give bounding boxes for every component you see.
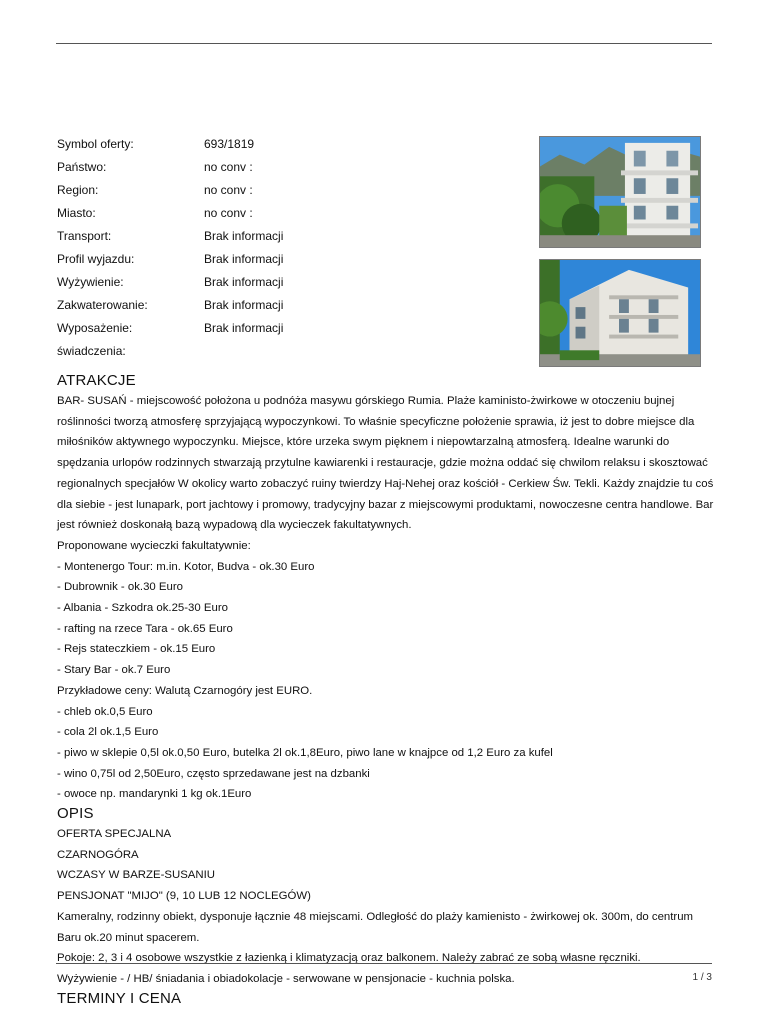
detail-row <box>57 159 527 182</box>
building-photo-image <box>540 137 700 247</box>
detail-label: Państwo: <box>57 160 107 174</box>
opis-line: WCZASY W BARZE-SUSANIU <box>57 869 216 882</box>
detail-row <box>57 251 527 274</box>
detail-label: Symbol oferty: <box>57 137 134 151</box>
detail-value: Brak informacji <box>204 321 284 335</box>
pension-photo-side <box>539 259 701 367</box>
atrakcje-line: - Albania - Szkodra ok.25-30 Euro <box>57 602 228 615</box>
atrakcje-line: - Stary Bar - ok.7 Euro <box>57 664 171 677</box>
atrakcje-line: - owoce np. mandarynki 1 kg ok.1Euro <box>57 788 252 801</box>
atrakcje-line: - rafting na rzece Tara - ok.65 Euro <box>57 622 233 635</box>
detail-label: Profil wyjazdu: <box>57 252 135 266</box>
section-heading-terminy: TERMINY I CENA <box>57 989 182 1007</box>
detail-label: Miasto: <box>57 206 96 220</box>
detail-value: no conv : <box>204 160 253 174</box>
detail-row <box>57 274 527 297</box>
atrakcje-line: - Montenergo Tour: m.in. Kotor, Budva - ok.30 Euro <box>57 560 315 573</box>
opis-paragraph: Wyżywienie - / HB/ śniadania i obiadokolacje - serwowane w pensjonacie - kuchnia polska. <box>57 972 515 985</box>
detail-value: Brak informacji <box>204 298 284 312</box>
detail-label: Region: <box>57 183 99 197</box>
atrakcje-line: Proponowane wycieczki fakultatywnie: <box>57 539 251 552</box>
detail-row <box>57 297 527 320</box>
section-heading-opis: OPIS <box>57 805 94 823</box>
detail-label: Zakwaterowanie: <box>57 298 148 312</box>
atrakcje-line: - Dubrownik - ok.30 Euro <box>57 581 183 594</box>
detail-value: 693/1819 <box>204 137 255 151</box>
section-heading-atrakcje: ATRAKCJE <box>57 372 136 389</box>
atrakcje-line: - Rejs stateczkiem - ok.15 Euro <box>57 643 216 656</box>
opis-paragraph: Kameralny, rodzinny obiekt, dysponuje łącznie 48 miejscami. Odległość do plaży kamienisto - żwirkowej ok. 300m, do centrum Baru ok.20 minut spacerem. <box>57 910 694 944</box>
detail-value: Brak informacji <box>204 252 284 266</box>
detail-row <box>57 136 527 159</box>
offer-content <box>57 372 717 1009</box>
opis-paragraph: Pokoje: 2, 3 i 4 osobowe wszystkie z łazienką i klimatyzacją oraz balkonem. Należy zabrać ze sobą własne ręczniki. <box>57 952 641 965</box>
detail-value: no conv : <box>204 206 253 220</box>
page-number: 1 / 3 <box>692 972 712 983</box>
top-rule <box>56 43 712 44</box>
building-side-photo-image <box>540 260 700 366</box>
atrakcje-line: - chleb ok.0,5 Euro <box>57 705 153 718</box>
detail-label: Wyposażenie: <box>57 321 133 335</box>
detail-label: Wyżywienie: <box>57 275 124 289</box>
detail-row <box>57 320 527 343</box>
detail-label: świadczenia: <box>57 344 126 358</box>
opis-line: OFERTA SPECJALNA <box>57 828 172 841</box>
offer-details-table <box>57 136 527 366</box>
bottom-rule <box>56 963 712 964</box>
atrakcje-paragraph: BAR- SUSAŃ - miejscowość położona u podnóża masywu górskiego Rumia. Plaże kaministo-żwirkowe w otoczeniu bujnej roślinności tworzą atmosferę sprzyjającą wypoczynkowi. To właśnie specyficzne położenie sprawia, iż jest to dobre miejsce dla miłośników aktywnego wypoczynku. Miejsce, które urzeka swym pięknem i niepowtarzalną atmosferą. Idealne warunki do spędzania urlopów rodzinnych stwarzają przytulne kawiarenki i restauracje, gdzie można oddać się chwilom relaksu i skosztować regionalnych specjałów W okolicy warto zobaczyć ruiny twierdzy Haj-Nehej oraz kościół - Cerkiew Św. Tekli. Każdy znajdzie tu coś dla siebie - jest lunapark, port jachtowy i promowy, tradycyjny bazar z miejscowymi produktami, nowoczesne centra handlowe. Bar jest również doskonałą bazą wypadową dla wycieczek fakultatywnych. <box>57 395 714 532</box>
opis-line: PENSJONAT "MIJO" (9, 10 LUB 12 NOCLEGÓW) <box>57 890 311 903</box>
detail-row <box>57 343 527 366</box>
atrakcje-line: - wino 0,75l od 2,50Euro, często sprzedawane jest na dzbanki <box>57 767 370 780</box>
detail-row <box>57 205 527 228</box>
opis-line: CZARNOGÓRA <box>57 848 139 861</box>
atrakcje-line: - cola 2l ok.1,5 Euro <box>57 726 159 739</box>
pension-photo-front <box>539 136 701 248</box>
detail-value: Brak informacji <box>204 229 284 243</box>
detail-row <box>57 182 527 205</box>
detail-value: no conv : <box>204 183 253 197</box>
detail-value: Brak informacji <box>204 275 284 289</box>
atrakcje-line: - piwo w sklepie 0,5l ok.0,50 Euro, butelka 2l ok.1,8Euro, piwo lane w knajpce od 1,2 Euro za kufel <box>57 746 553 759</box>
atrakcje-line: Przykładowe ceny: Walutą Czarnogóry jest EURO. <box>57 684 313 697</box>
detail-label: Transport: <box>57 229 112 243</box>
detail-row <box>57 228 527 251</box>
